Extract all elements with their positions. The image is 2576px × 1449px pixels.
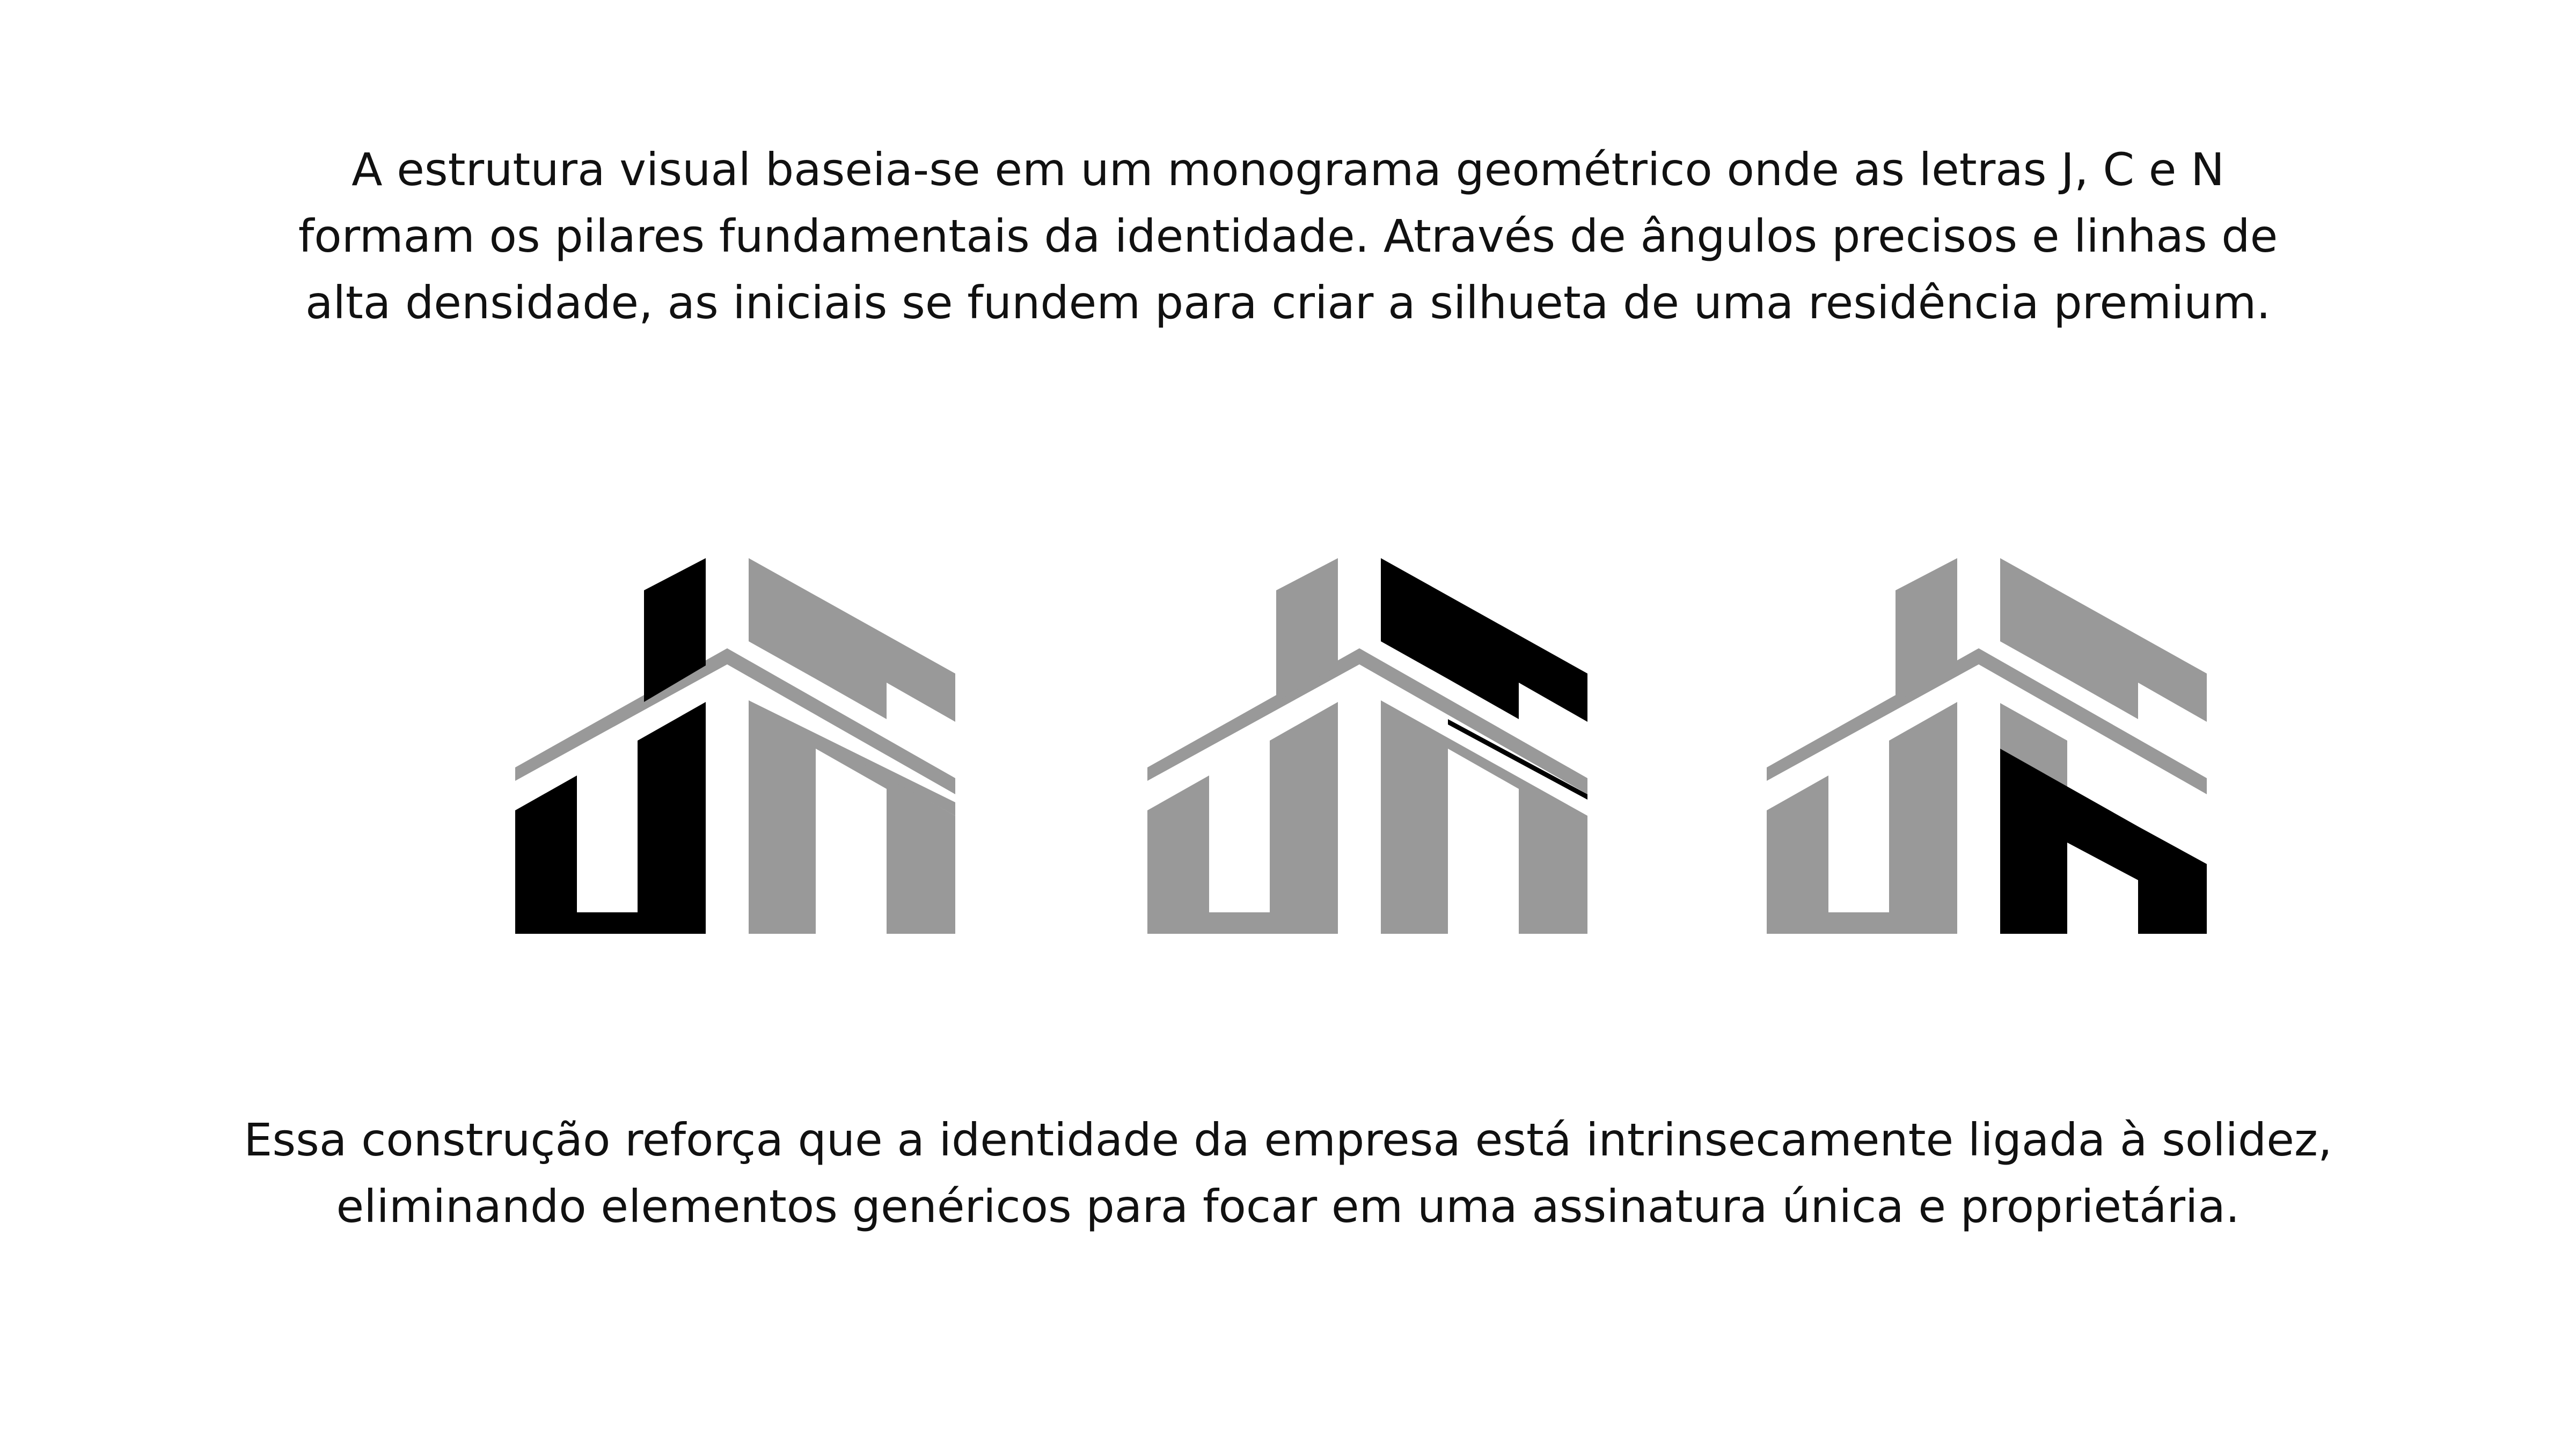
letter-j-lower — [1767, 702, 1957, 934]
monogram-logo-j-highlight — [515, 558, 955, 934]
monogram-logo-n-highlight — [1767, 558, 2207, 934]
closing-line: eliminando elementos genéricos para focar em uma assinatura única e proprietária. — [336, 1180, 2240, 1233]
monogram-shapes — [515, 558, 955, 934]
monogram-shapes — [1767, 558, 2207, 934]
monogram-logo-c-highlight — [1147, 558, 1587, 934]
intro-line: alta densidade, as iniciais se fundem para criar a silhueta de uma residência premium. — [305, 276, 2271, 329]
letter-c-upper — [1381, 558, 1587, 722]
letter-j-lower — [515, 702, 706, 934]
monogram-shapes — [1147, 558, 1587, 934]
intro-line: formam os pilares fundamentais da identidade. Através de ângulos precisos e linhas de — [298, 210, 2278, 262]
intro-paragraph — [0, 136, 2576, 336]
closing-line: Essa construção reforça que a identidade da empresa está intrinsecamente ligada à solidez, — [244, 1114, 2332, 1166]
letter-c-upper — [2000, 558, 2207, 722]
intro-line: A estrutura visual baseia-se em um monograma geométrico onde as letras J, C e N — [352, 143, 2224, 196]
closing-paragraph — [0, 1107, 2576, 1240]
letter-j-lower — [1147, 702, 1338, 934]
letter-c-upper — [749, 558, 955, 722]
